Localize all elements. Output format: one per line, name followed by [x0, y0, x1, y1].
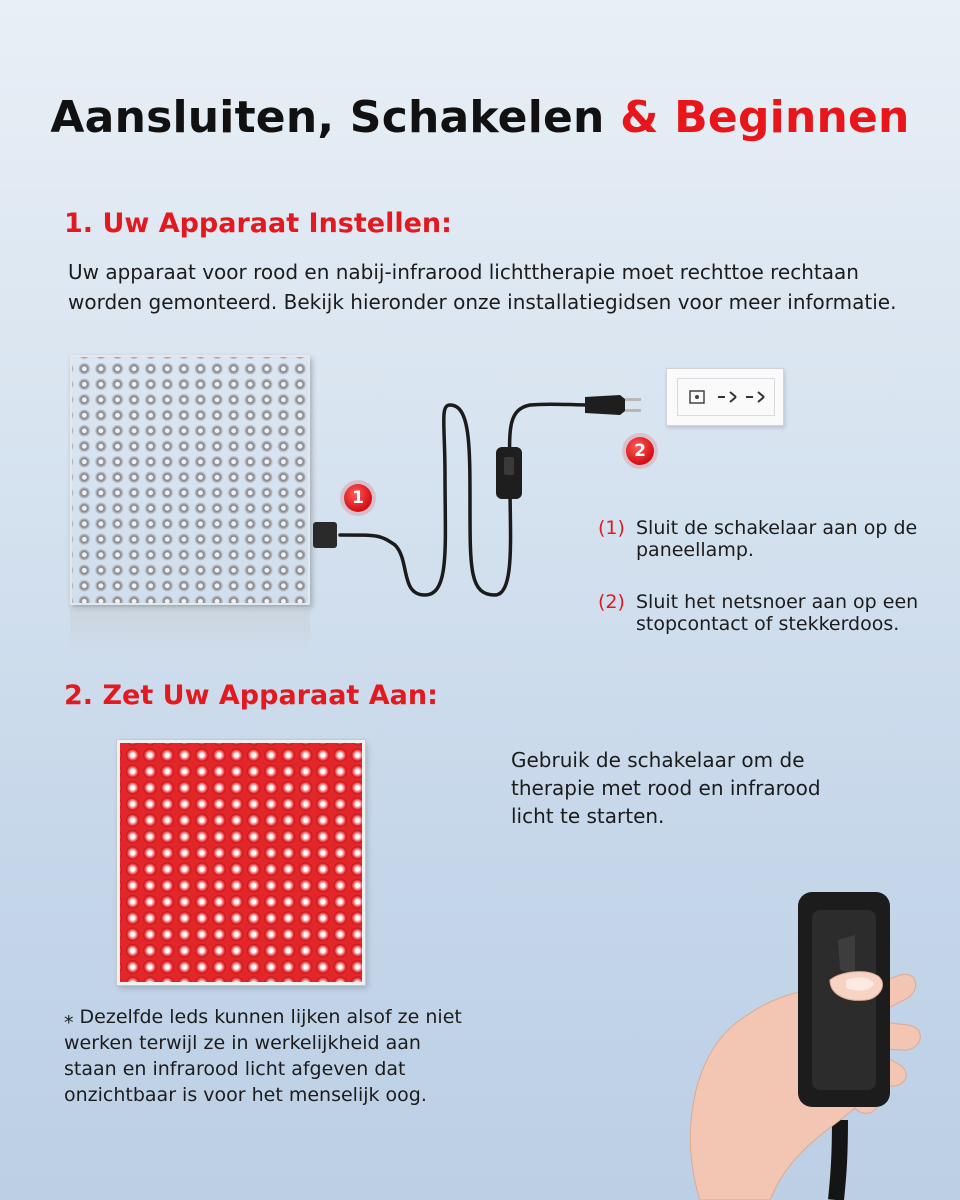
led-panel-off: [70, 355, 310, 605]
section1-paragraph: [68, 257, 948, 317]
switch-cable: [836, 1120, 840, 1200]
outlet-sockets-icon: [678, 379, 776, 417]
section1-heading: 1. Uw Apparaat Instellen:: [64, 208, 452, 239]
outlet-face: [677, 378, 775, 416]
section1-paragraph-line1: Uw apparaat voor rood en nabij-infrarood lichttherapie moet rechttoe rechtaan: [68, 260, 859, 284]
power-cable: [340, 404, 590, 595]
title-accent: & Beginnen: [620, 92, 910, 143]
switch-instruction: Gebruik de schakelaar om de therapie met rood en infrarood licht te starten.: [511, 748, 821, 828]
footnote: ⁎ Dezelfde leds kunnen lijken alsof ze niet werken terwijl ze in werkelijkheid aan staan en infrarood licht afgeven dat onzichtbaar is voor het menselijk oog.: [64, 1006, 462, 1106]
inline-switch-rocker: [504, 457, 514, 475]
step-2-text: Sluit het netsnoer aan op een stopcontact of stekkerdoos.: [636, 591, 919, 635]
plug-prong-top: [625, 398, 641, 401]
step-1-text: Sluit de schakelaar aan op de paneellamp.: [636, 517, 918, 561]
page-title: [0, 92, 960, 143]
plug-prong-bottom: [625, 409, 641, 412]
step-2-number: (2): [598, 591, 625, 613]
step-2: [598, 591, 938, 661]
section2-heading: 2. Zet Uw Apparaat Aan:: [64, 680, 438, 711]
hand-switch-illustration: [660, 880, 960, 1200]
rocker-switch-button: [838, 935, 855, 975]
title-main: Aansluiten, Schakelen: [50, 92, 605, 143]
power-plug: [585, 395, 625, 415]
wall-outlet: [666, 368, 784, 426]
step-badge-1: 1: [344, 484, 372, 512]
step-badge-2: 2: [626, 437, 654, 465]
led-panel-reflection: [70, 607, 310, 657]
step-1-number: (1): [598, 517, 625, 539]
section1-paragraph-line2: worden gemonteerd. Bekijk hieronder onze installatiegidsen voor meer informatie.: [68, 290, 897, 314]
step-1: [598, 517, 938, 567]
led-panel-on: [117, 740, 365, 985]
